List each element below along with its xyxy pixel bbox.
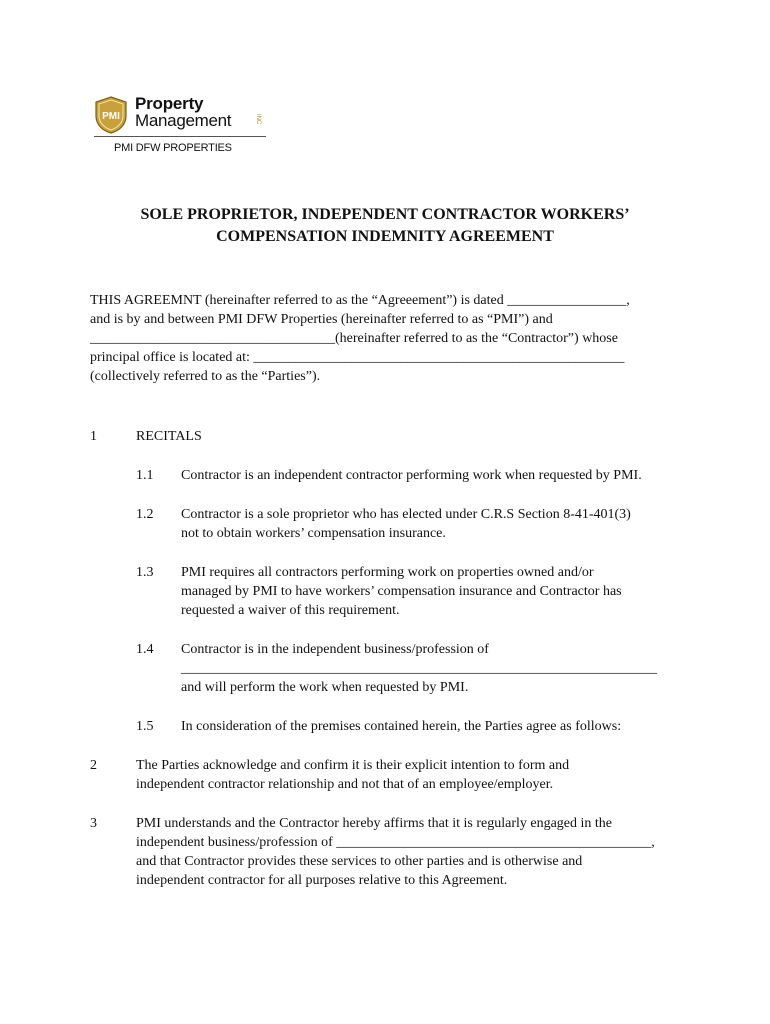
pmi-shield-icon — [94, 96, 128, 134]
logo-word-management: Management — [135, 111, 232, 130]
document-title-line-2: COMPENSATION INDEMNITY AGREEMENT — [216, 228, 554, 245]
intro-line: THIS AGREEMNT (hereinafter referred to as the “Agreeement”) is dated _________________, — [90, 293, 630, 308]
intro-line: ___________________________________(hereinafter referred to as the “Contractor”) whose — [90, 331, 618, 346]
clause-number: 1.1 — [136, 468, 154, 483]
logo-inc: INC — [255, 114, 261, 125]
intro-line: and is by and between PMI DFW Properties (hereinafter referred to as “PMI”) and — [90, 312, 553, 327]
clause-line: In consideration of the premises contained herein, the Parties agree as follows: — [181, 719, 622, 734]
clause-line: not to obtain workers’ compensation insurance. — [181, 526, 446, 541]
profession-blank: ____________________________________________________________________ — [181, 661, 657, 676]
company-logo — [94, 94, 274, 158]
section-2-number: 2 — [90, 758, 97, 773]
section-2-line: independent contractor relationship and not that of an employee/employer. — [136, 777, 554, 792]
svg-text:PMI: PMI — [102, 111, 120, 122]
clause-line: PMI requires all contractors performing work on properties owned and/or — [181, 565, 594, 580]
clause-number: 1.5 — [136, 719, 154, 734]
clause-line: requested a waiver of this requirement. — [181, 603, 400, 618]
section-1-heading: RECITALS — [136, 429, 202, 444]
section-3-line: independent business/profession of _____________________________________________, — [136, 835, 655, 850]
section-3-line: and that Contractor provides these services to other parties and is otherwise and — [136, 854, 583, 869]
section-3-number: 3 — [90, 816, 97, 831]
logo-divider — [94, 136, 266, 137]
section-3-line: independent contractor for all purposes relative to this Agreement. — [136, 873, 508, 888]
clause-line: Contractor is a sole proprietor who has elected under C.R.S Section 8-41-401(3) — [181, 507, 631, 522]
section-3-line: PMI understands and the Contractor hereby affirms that it is regularly engaged in the — [136, 816, 612, 831]
clause-line: Contractor is an independent contractor performing work when requested by PMI. — [181, 468, 642, 483]
clause-line: managed by PMI to have workers’ compensation insurance and Contractor has — [181, 584, 622, 599]
clause-number: 1.2 — [136, 507, 154, 522]
section-1-number: 1 — [90, 429, 97, 444]
document-title-line-1: SOLE PROPRIETOR, INDEPENDENT CONTRACTOR WORKERS’ — [140, 206, 630, 223]
logo-tagline: PMI DFW PROPERTIES — [114, 142, 232, 154]
logo-word-property: Property — [135, 94, 204, 113]
section-2-line: The Parties acknowledge and confirm it is their explicit intention to form and — [136, 758, 570, 773]
clause-number: 1.4 — [136, 642, 154, 657]
intro-line: (collectively referred to as the “Parties”). — [90, 369, 321, 384]
clause-number: 1.3 — [136, 565, 154, 580]
clause-line: and will perform the work when requested by PMI. — [181, 680, 469, 695]
intro-line: principal office is located at: _____________________________________________________ — [90, 350, 625, 365]
clause-line: Contractor is in the independent business/profession of — [181, 642, 489, 657]
